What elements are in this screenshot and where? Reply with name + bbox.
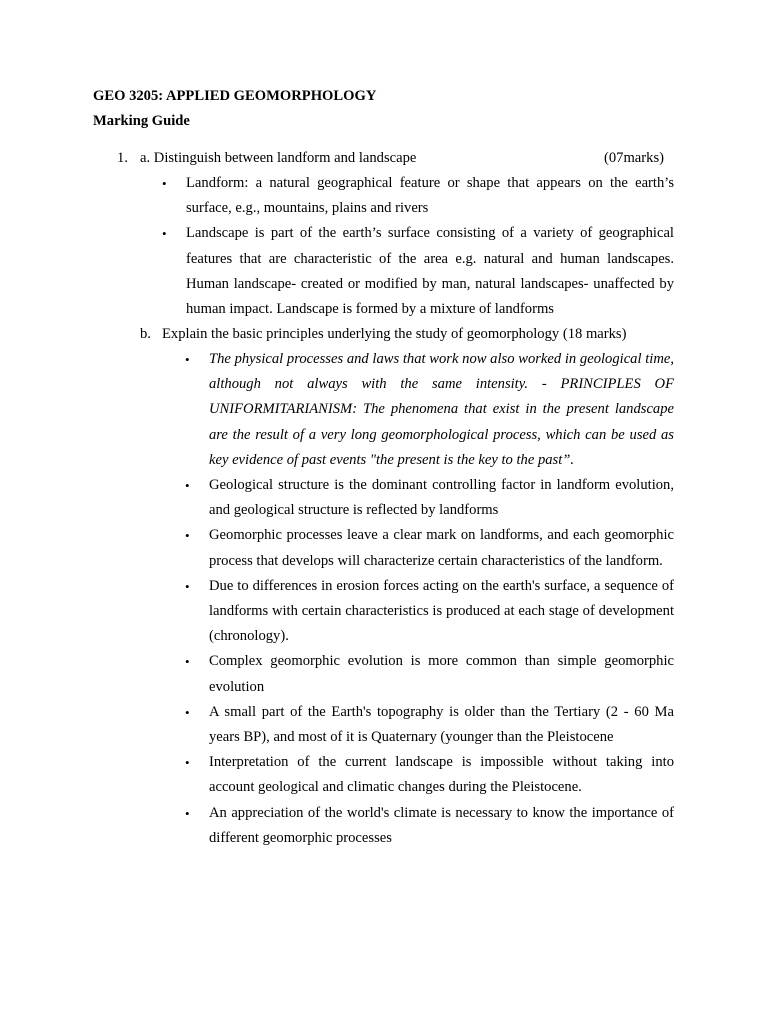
bullet-text: Geomorphic processes leave a clear mark on landforms, and each geomorphic process that develops will characterize certain characteristics of the landform. <box>209 527 674 569</box>
list-item <box>185 750 674 800</box>
bullet-icon: • <box>185 805 190 821</box>
bullet-text: Complex geomorphic evolution is more common than simple geomorphic evolution <box>209 653 674 695</box>
part-b-bullet-list <box>185 347 674 851</box>
bullet-icon: • <box>185 352 190 367</box>
list-item <box>162 221 674 322</box>
bullet-text: Interpretation of the current landscape is impossible without taking into account geological and climatic changes during the Pleistocene. <box>209 754 674 796</box>
bullet-text: A small part of the Earth's topography is older than the Tertiary (2 - 60 Ma years BP), and most of it is Quaternary (younger than the Pleistocene <box>209 703 674 746</box>
bullet-text: Due to differences in erosion forces acting on the earth's surface, a sequence of landforms with certain characteristics is produced at each stage of development (chronology). <box>209 577 674 645</box>
bullet-text: The physical processes and laws that work now also worked in geological time, although not always with the same intensity. - PRINCIPLES OF UNIFORMITARIANISM: The phenomena that exist in the present landscape are the result of a very long geomorphological process, which can be used as key evidence of past events "the present is the key to the past”. <box>209 351 674 468</box>
part-a-marks: (07marks) <box>604 150 664 166</box>
list-item <box>185 473 674 523</box>
list-item <box>185 649 674 699</box>
document-title: GEO 3205: APPLIED GEOMORPHOLOGY <box>93 88 377 104</box>
bullet-icon: • <box>185 755 190 771</box>
bullet-icon: • <box>162 176 167 191</box>
bullet-icon: • <box>185 654 190 670</box>
bullet-text: An appreciation of the world's climate is necessary to know the importance of different geomorphic processes <box>209 804 674 846</box>
question-number: 1. <box>117 150 128 166</box>
list-item <box>185 700 674 750</box>
list-item <box>185 347 674 473</box>
list-item <box>185 523 674 573</box>
part-b-letter: b. <box>140 326 151 342</box>
part-b-text: Explain the basic principles underlying the study of geomorphology (18 marks) <box>162 326 627 342</box>
bullet-icon: • <box>185 478 190 494</box>
bullet-icon: • <box>185 704 190 720</box>
bullet-text: Landform: a natural geographical feature or shape that appears on the earth’s surface, e.g., mountains, plains and rivers <box>186 175 674 217</box>
document-subtitle: Marking Guide <box>93 113 190 129</box>
list-item <box>185 574 674 650</box>
bullet-icon: • <box>185 578 190 594</box>
list-item <box>162 171 674 221</box>
list-item <box>185 801 674 851</box>
part-a-text: a. Distinguish between landform and landscape <box>140 150 417 166</box>
bullet-text: Landscape is part of the earth’s surface consisting of a variety of geographical features that are characteristic of the area e.g. natural and human landscapes. Human landscape- created or modified by man, natural landscapes- unaffected by human impact. Landscape is formed by a mixture of landforms <box>186 225 674 318</box>
part-a-bullet-list <box>162 171 674 322</box>
bullet-icon: • <box>162 226 167 242</box>
bullet-text: Geological structure is the dominant controlling factor in landform evolution, and geological structure is reflected by landforms <box>209 477 674 519</box>
bullet-icon: • <box>185 528 190 544</box>
